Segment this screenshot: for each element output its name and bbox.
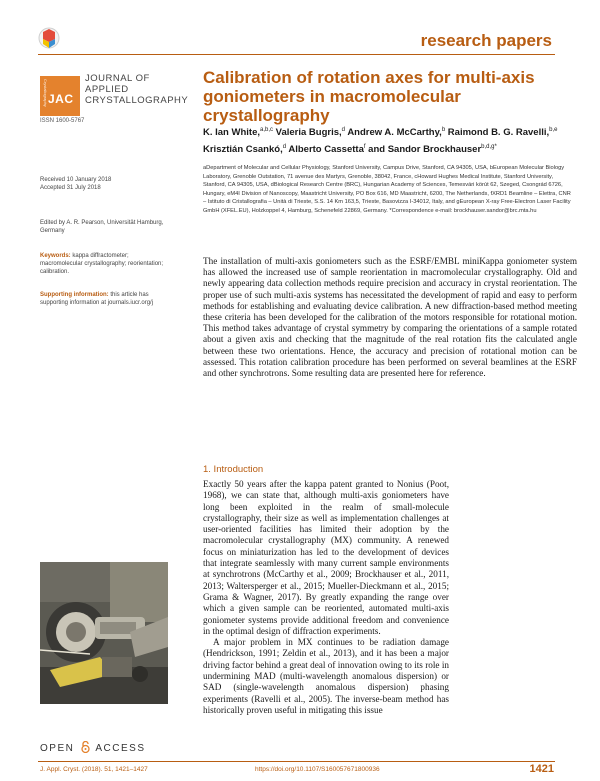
article-dates bbox=[40, 176, 168, 192]
section-label: research papers bbox=[420, 31, 552, 50]
affiliations: aDepartment of Molecular and Cellular Physiology, Stanford University, Campus Drive, Stanford, CA 94305, USA, bEuropean Molecular Biology Laboratory, Grenoble Outstation, 71 avenue des Martyrs, Grenoble, 38042, France, cHoward Hughes Medical Institute, Stanford University, Stanford, CA 94305, USA, dBiological Research Centre (BRC), Hungarian Academy of Sciences, Temesvári körút 62, Szeged, Csongrád 6726, Hungary, eM4I Division of Nanoscopy, Maastricht University, PO Box 616, MD Maastricht, 6200, The Netherlands, fXRD1 Beamline – Elettra, CNR – Istituto di Cristallografia – Unità di Trieste, S.S. 14 Km 163,5, Trieste, Basovizza I-34012, Italy, and gEuropean X-ray Free-Electron Laser Facility GmbH (XFEL.EU), Holzkoppel 4, Hamburg, Schenefeld 22869, Germany. *Correspondence e-mail: brockhauser.sandor@brc.mta.hu bbox=[203, 165, 571, 214]
supporting-information bbox=[40, 291, 168, 307]
open-access-badge bbox=[40, 741, 145, 754]
journal-logo-text: JAC bbox=[48, 92, 74, 106]
journal-name-line: CRYSTALLOGRAPHY bbox=[85, 95, 189, 106]
crossmark-icon[interactable] bbox=[38, 26, 60, 52]
keywords-text: kappa diffractometer; macromolecular crystallography; reorientation; calibration. bbox=[40, 253, 164, 276]
author[interactable]: K. Ian White,$^{a,b,c}$ bbox=[203, 127, 274, 139]
open-access-word: OPEN bbox=[40, 743, 75, 754]
paragraph: A major problem in MX continues to be radiation damage (Hendrickson, 1991; Zeldin et al., 2013), and it has been a major driving factor behind a great deal of innovation owing to its role in undermining MAD (multi-wavelength anomalous dispersion) or SAD (single-wavelength anomalous dispersion) phasing experiments (Ravelli et al., 2005). The inverse-beam method has historically proven useful in mitigating this issue bbox=[203, 637, 449, 715]
author[interactable]: Alberto Cassetta$^f$ bbox=[288, 144, 366, 156]
author[interactable]: Andrew A. McCarthy,$^b$ bbox=[347, 127, 446, 139]
accepted-date: Accepted 31 July 2018 bbox=[40, 185, 101, 192]
journal-name-line: JOURNAL OF bbox=[85, 73, 150, 84]
footer-divider bbox=[38, 761, 555, 762]
page-number: 1421 bbox=[529, 763, 554, 775]
citation: J. Appl. Cryst. (2018). 51, 1421–1427 bbox=[40, 766, 148, 773]
section-heading: 1. Introduction bbox=[203, 464, 264, 475]
received-date: Received 10 January 2018 bbox=[40, 177, 112, 183]
journal-logo-small-text: Crystallography bbox=[43, 79, 48, 107]
paper-title: Calibration of rotation axes for multi-axis goniometers in macromolecular crystallography bbox=[203, 68, 535, 125]
goniometer-photo bbox=[40, 562, 168, 704]
journal-name-line: APPLIED bbox=[85, 84, 129, 95]
journal-name bbox=[85, 73, 189, 106]
paragraph: Exactly 50 years after the kappa patent granted to Nonius (Poot, 1968), we can state that, although multi-axis goniometers have long been exploited in the realm of small-molecule crystallography, their size as well as implementation challenges at user-oriented facilities has limited their adoption by the macromolecular crystallography (MX) community. A renewed focus on miniaturization has led to the development of devices that integrate seamlessly with many current sample environments at synchrotrons (McCarthy et al., 2009; Brockhauser et al., 2011, 2013; Waltersperger et al., 2015; Mueller-Dieckmann et al., 2015; Grama & Wagner, 2017). By greatly expanding the range over which a given sample can be reoriented, automated multi-axis goniometer systems provide additional freedom and convenience in the optimal design of diffraction experiments. bbox=[203, 479, 449, 636]
editor-note: Edited by A. R. Pearson, Universität Hamburg, Germany bbox=[40, 220, 164, 235]
author[interactable]: Valeria Bugris,$^d$ bbox=[275, 127, 346, 139]
open-access-word: ACCESS bbox=[95, 743, 146, 754]
keywords bbox=[40, 252, 168, 277]
issn: ISSN 1600-5767 bbox=[40, 118, 85, 124]
header-divider bbox=[38, 54, 555, 55]
author[interactable]: and Sandor Brockhauser$^{b,d,g*}$ bbox=[368, 144, 497, 156]
journal-logo bbox=[40, 76, 80, 116]
supporting-text[interactable]: this article has supporting information at journals.iucr.org/j bbox=[40, 292, 154, 307]
keywords-label: Keywords: bbox=[40, 253, 71, 259]
author-list bbox=[203, 123, 575, 157]
author[interactable]: Raimond B. G. Ravelli,$^{b,e}$ bbox=[447, 127, 558, 139]
open-lock-icon bbox=[81, 741, 90, 753]
doi-link[interactable]: https://doi.org/10.1107/S160057671800936 bbox=[255, 766, 380, 773]
abstract: The installation of multi-axis goniometers such as the ESRF/EMBL miniKappa goniometer system has allowed the increased use of sample reorientation in macromolecular crystallography. Old and newly appearing data collection methods require precision and accuracy in crystal reorientation. The proper use of such multi-axis systems has necessitated the development of rapid and easy to perform methods for establishing and evaluating device calibration. A new diffraction-based method meeting these criteria has been developed for the calibration of the motors responsible for rotational motion. This method takes advantage of crystal symmetry by comparing the orientations of a sample rotated about a given axis and checking that the magnitude of the real rotation fits the calculated angle between these two orientations. Hence, the accuracy and precision of rotational motion can be assessed. This rotation calibration procedure has been performed on several beamlines at the ESRF and other synchrotrons. Some resulting data are presented here for reference. bbox=[203, 256, 577, 379]
introduction-body bbox=[203, 479, 449, 716]
author[interactable]: Krisztián Csankó,$^d$ bbox=[203, 144, 287, 156]
supporting-label: Supporting information: bbox=[40, 292, 109, 298]
